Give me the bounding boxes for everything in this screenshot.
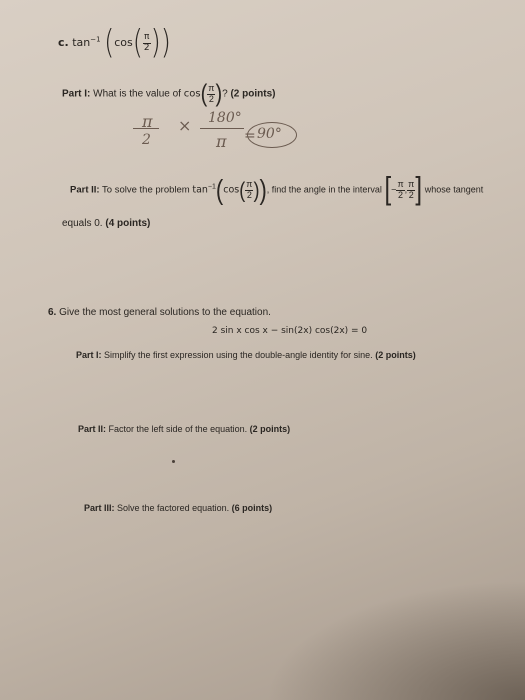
p6-part1-label: Part I: [76, 350, 102, 360]
p6-part3-label: Part III: [84, 503, 115, 513]
frac-den: 2 [246, 189, 252, 200]
problem-c-inner-fn: cos [114, 36, 133, 49]
pencil-dot [172, 460, 175, 463]
problem-c-frac [143, 33, 151, 53]
part2-sup: −1 [207, 183, 216, 191]
paren-open-inner: ( [132, 24, 143, 62]
interval-comma: , [404, 184, 408, 195]
part1-points: (2 points) [230, 88, 276, 100]
interval-frac2 [404, 179, 415, 200]
part2-paren-close-inner: ) [253, 177, 260, 203]
part2-line2-text: equals 0. [62, 218, 103, 229]
problem-6-part3 [84, 503, 272, 513]
p6-part2-text: Factor the left side of the equation. [108, 424, 248, 434]
hand-times: × [178, 116, 192, 135]
hand-fracbar2 [200, 128, 244, 129]
part1-frac [207, 84, 215, 104]
p6-part2-label: Part II: [78, 424, 107, 434]
problem-c-sup: −1 [90, 35, 101, 44]
problem-6-part1 [76, 350, 416, 360]
problem-6-text: Give the most general solutions to the equation. [59, 307, 271, 318]
interval-frac1 [396, 180, 404, 200]
frac-num: π [246, 179, 253, 190]
problem-6 [48, 307, 271, 318]
p6-part2-points: (2 points) [249, 424, 291, 434]
part2-points: (4 points) [105, 218, 151, 229]
part1-paren-close: ) [215, 80, 223, 108]
paren-close-inner: ) [150, 24, 161, 62]
problem-6-label: 6. [48, 307, 57, 318]
part2-label: Part II: [70, 184, 100, 196]
part1-question [62, 80, 276, 108]
problem-6-equation: 2 sin x cos x − sin(2x) cos(2x) = 0 [212, 326, 368, 336]
part2-paren-open: ( [215, 173, 224, 205]
part2-text-mid: , find the angle in the interval [266, 184, 382, 195]
frac-num: π [397, 179, 404, 190]
problem-6-part2 [78, 424, 290, 434]
part1-text: What is the value of [93, 88, 181, 100]
frac-den: 2 [143, 42, 150, 53]
interval-open: [ [384, 171, 392, 207]
frac-den: 2 [398, 189, 404, 200]
frac-den: 2 [408, 189, 414, 200]
part2-paren-close: ) [259, 173, 267, 205]
part2-frac [245, 180, 253, 200]
hand-fracbar1 [133, 128, 159, 129]
hand-den1: 2 [142, 132, 151, 148]
part1-fn: cos [183, 88, 201, 100]
problem-c-fn: tan [72, 36, 91, 49]
part1-paren-open: ( [200, 80, 208, 108]
photo-shadow [265, 580, 525, 700]
hand-num1: π [142, 112, 153, 131]
paren-close: ) [160, 24, 171, 62]
hand-num2: 180° [208, 110, 242, 126]
frac-num: π [208, 83, 215, 94]
part2-line2 [62, 218, 150, 229]
problem-c-label: c. [58, 36, 69, 49]
p6-part3-points: (6 points) [231, 503, 273, 513]
p6-part3-text: Solve the factored equation. [117, 503, 230, 513]
paren-open: ( [104, 24, 115, 62]
part2-fn: tan [192, 184, 208, 196]
interval-close: ] [415, 171, 423, 207]
part2-question [70, 171, 484, 207]
frac-den: 2 [208, 93, 214, 104]
part1-qmark: ? [222, 88, 228, 100]
hand-answer: 90° [257, 126, 282, 142]
hand-equals: = [244, 128, 256, 144]
interval-minus: − [391, 184, 397, 195]
part2-paren-open-inner: ( [239, 177, 246, 203]
p6-part1-text: Simplify the first expression using the double-angle identity for sine. [104, 350, 373, 360]
hand-den2: π [216, 132, 227, 151]
part2-text: To solve the problem [102, 184, 190, 196]
part1-label: Part I: [62, 88, 91, 100]
frac-num: π [408, 179, 415, 190]
frac-num: π [144, 32, 150, 43]
problem-c [58, 24, 171, 62]
part2-text-after: whose tangent [424, 184, 484, 195]
part2-inner-fn: cos [223, 184, 240, 196]
p6-part1-points: (2 points) [375, 350, 416, 360]
